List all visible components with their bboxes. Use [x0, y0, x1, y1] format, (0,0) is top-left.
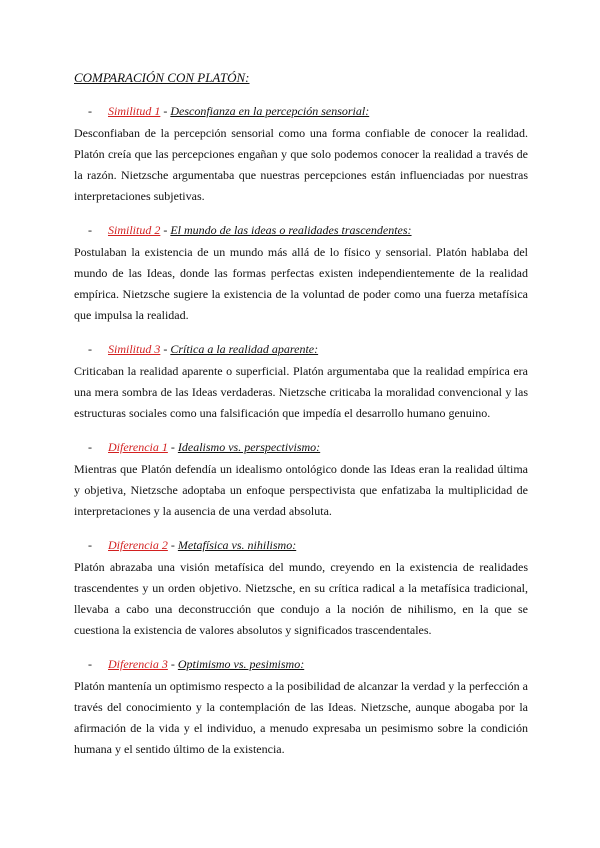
section-topic: Crítica a la realidad aparente:: [170, 342, 319, 356]
separator: -: [167, 538, 178, 552]
section-label: Similitud 3: [108, 342, 161, 356]
section-topic: Optimismo vs. pesimismo:: [177, 657, 305, 671]
document-title: COMPARACIÓN CON PLATÓN:: [74, 70, 250, 85]
section-heading: [74, 657, 528, 672]
separator: -: [160, 342, 171, 356]
bullet: -: [88, 104, 92, 118]
section-heading: [74, 223, 528, 238]
section-label: Similitud 1: [108, 104, 161, 118]
separator: -: [167, 657, 178, 671]
section-similitud-1: [74, 104, 528, 207]
section-topic: Desconfianza en la percepción sensorial:: [170, 104, 370, 118]
section-label: Diferencia 3: [108, 657, 168, 671]
section-heading: [74, 440, 528, 455]
section-similitud-2: [74, 223, 528, 326]
section-diferencia-3: [74, 657, 528, 760]
bullet: -: [88, 657, 92, 671]
section-topic: El mundo de las ideas o realidades trascendentes:: [170, 223, 412, 237]
document-page: [74, 70, 528, 776]
section-heading: [74, 342, 528, 357]
section-diferencia-1: [74, 440, 528, 522]
bullet: -: [88, 538, 92, 552]
section-similitud-3: [74, 342, 528, 424]
section-text: Platón mantenía un optimismo respecto a la posibilidad de alcanzar la verdad y la perfección a través del conocimiento y la contemplación de las Ideas. Nietzsche, aunque abogaba por la afirmación de la vida y el individuo, a menudo expresaba un pesimismo sobre la condición humana y el sentido último de la existencia.: [74, 679, 528, 756]
separator: -: [167, 440, 178, 454]
section-text: Mientras que Platón defendía un idealismo ontológico donde las Ideas eran la realidad última y objetiva, Nietzsche adoptaba un enfoque perspectivista que enfatizaba la multiplicidad de interpretaciones y la ausencia de una verdad absoluta.: [74, 462, 528, 518]
section-label: Diferencia 2: [108, 538, 168, 552]
section-text: Postulaban la existencia de un mundo más allá de lo físico y sensorial. Platón hablaba del mundo de las Ideas, donde las formas perfectas existen independientemente de la realidad empírica. Nietzsche sugiere la existencia de la voluntad de poder como una fuerza metafísica que impulsa la realidad.: [74, 245, 528, 322]
section-heading: [74, 104, 528, 119]
section-text: Criticaban la realidad aparente o superficial. Platón argumentaba que la realidad empírica era una mera sombra de las Ideas verdaderas. Nietzsche criticaba la moralidad convencional y las estructuras sociales como una falsificación que impedía el desarrollo humano genuino.: [74, 364, 528, 420]
bullet: -: [88, 223, 92, 237]
section-heading: [74, 538, 528, 553]
section-text: Desconfiaban de la percepción sensorial como una forma confiable de conocer la realidad. Platón creía que las percepciones engañan y que solo podemos conocer la realidad a través de la razón. Nietzsche argumentaba que nuestras percepciones están influenciadas por nuestras interpretaciones subjetivas.: [74, 126, 528, 203]
bullet: -: [88, 342, 92, 356]
section-text: Platón abrazaba una visión metafísica del mundo, creyendo en la existencia de realidades trascendentes y un orden objetivo. Nietzsche, en su crítica radical a la metafísica tradicional, llevaba a cabo una deconstrucción que condujo a la noción de nihilismo, en la que se cuestiona la existencia de valores absolutos y significados trascendentales.: [74, 560, 528, 637]
section-diferencia-2: [74, 538, 528, 641]
section-topic: Metafísica vs. nihilismo:: [177, 538, 297, 552]
section-label: Diferencia 1: [108, 440, 168, 454]
section-label: Similitud 2: [108, 223, 161, 237]
section-topic: Idealismo vs. perspectivismo:: [177, 440, 321, 454]
bullet: -: [88, 440, 92, 454]
separator: -: [160, 223, 171, 237]
separator: -: [160, 104, 171, 118]
